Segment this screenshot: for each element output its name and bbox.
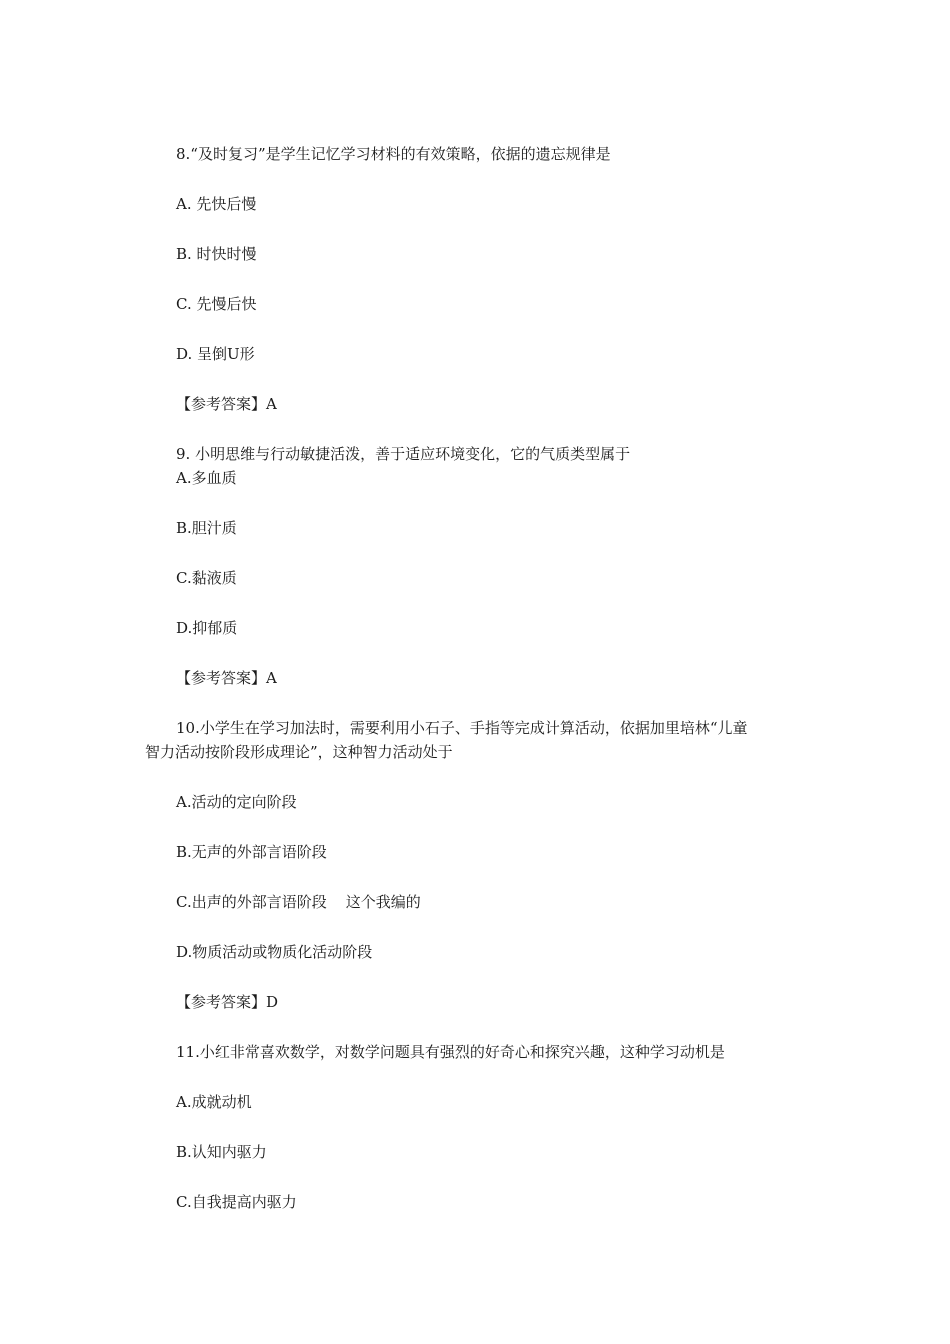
question-11-option-b: B.认知内驱力 xyxy=(176,1143,267,1161)
question-10-stem-line1: 10.小学生在学习加法时，需要利用小石子、手指等完成计算活动，依据加里培林“儿童 xyxy=(176,719,748,737)
question-10-option-b: B.无声的外部言语阶段 xyxy=(176,843,327,861)
question-8-option-c: C. 先慢后快 xyxy=(176,295,257,313)
question-9-option-c: C.黏液质 xyxy=(176,569,237,587)
question-11-option-c: C.自我提高内驱力 xyxy=(176,1193,297,1211)
question-8-option-a: A. 先快后慢 xyxy=(176,195,257,213)
question-9-stem: 9. 小明思维与行动敏捷活泼，善于适应环境变化，它的气质类型属于 xyxy=(176,445,631,463)
question-8-option-d: D. 呈倒U形 xyxy=(176,345,255,363)
question-8-answer: 【参考答案】A xyxy=(176,395,277,413)
question-9-option-d: D.抑郁质 xyxy=(176,619,238,637)
question-11-option-a: A.成就动机 xyxy=(176,1093,252,1111)
question-8-option-b: B. 时快时慢 xyxy=(176,245,257,263)
question-9-option-a: A.多血质 xyxy=(176,469,237,487)
question-8-stem: 8.“及时复习”是学生记忆学习材料的有效策略，依据的遗忘规律是 xyxy=(176,145,611,163)
question-9-option-b: B.胆汁质 xyxy=(176,519,237,537)
question-10-answer: 【参考答案】D xyxy=(176,993,279,1011)
question-11-stem: 11.小红非常喜欢数学，对数学问题具有强烈的好奇心和探究兴趣，这种学习动机是 xyxy=(176,1043,725,1061)
question-10-option-c: C.出声的外部言语阶段 这个我编的 xyxy=(176,893,421,911)
question-10-option-d: D.物质活动或物质化活动阶段 xyxy=(176,943,373,961)
question-10-option-a: A.活动的定向阶段 xyxy=(176,793,297,811)
question-9-answer: 【参考答案】A xyxy=(176,669,277,687)
question-10-stem-line2: 智力活动按阶段形成理论”，这种智力活动处于 xyxy=(145,743,453,761)
